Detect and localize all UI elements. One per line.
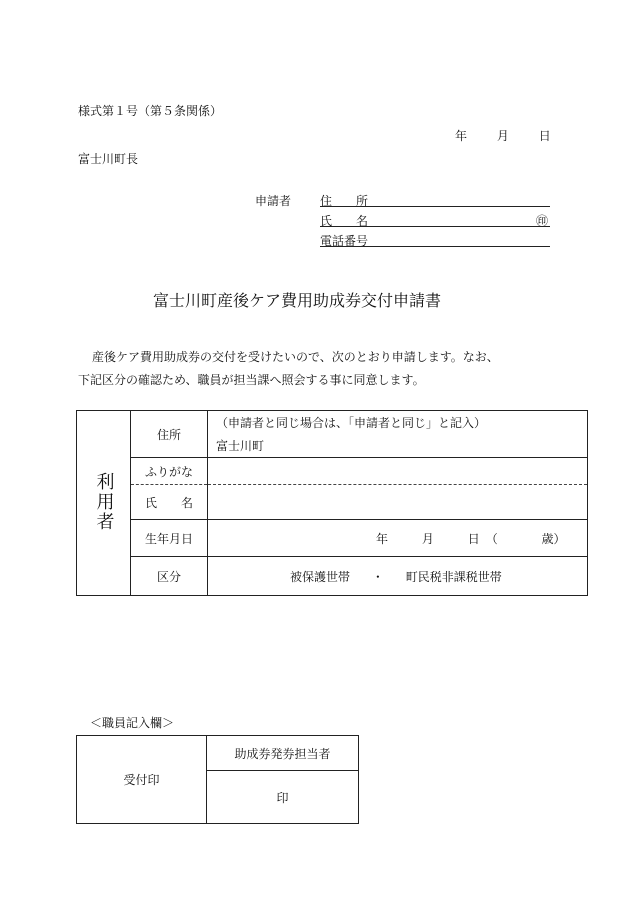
category-option-2[interactable]: 町民税非課税世帯 — [405, 569, 502, 584]
user-table — [76, 410, 588, 596]
date-day: 日 — [538, 129, 551, 143]
body-line-2: 下記区分の確認ため、職員が担当課へ照会する事に同意します。 — [78, 373, 425, 387]
applicant-phone-line[interactable] — [320, 232, 550, 247]
date-year: 年 — [455, 129, 468, 143]
body-line-1: 産後ケア費用助成券の交付を受けたいので、次のとおり申請します。なお、 — [92, 350, 499, 364]
birth-day: 日 （ — [467, 531, 498, 546]
category-separator: ・ — [371, 569, 384, 584]
staff-heading: ＜職員記入欄＞ — [90, 716, 175, 730]
user-side-cell — [77, 411, 131, 596]
category-field[interactable] — [208, 557, 588, 596]
seal-mark: ㊞ — [536, 214, 549, 228]
applicant-address-label: 住 所 — [320, 194, 369, 208]
address-note: （申請者と同じ場合は、「申請者と同じ」と記入） — [216, 416, 487, 430]
furigana-field[interactable] — [208, 458, 588, 485]
issuer-label: 助成券発券担当者 — [207, 736, 359, 771]
staff-table — [76, 735, 359, 824]
issuer-seal-cell[interactable] — [207, 771, 359, 824]
seal-label: 印 — [276, 790, 289, 805]
user-side-label: 利用者 — [93, 471, 115, 532]
name-field[interactable] — [208, 485, 588, 520]
birth-year: 年 — [376, 531, 389, 546]
addressee: 富士川町長 — [78, 152, 139, 166]
applicant-label: 申請者 — [255, 194, 292, 208]
birth-label: 生年月日 — [131, 520, 208, 557]
applicant-name-label: 氏 名 — [320, 214, 369, 228]
form-number: 様式第１号（第５条関係） — [78, 104, 223, 118]
applicant-phone-label: 電話番号 — [320, 234, 369, 248]
reception-label: 受付印 — [123, 773, 160, 787]
furigana-label: ふりがな — [131, 458, 208, 485]
address-value: 富士川町 — [216, 439, 265, 453]
birth-month: 月 — [421, 531, 434, 546]
address-cell[interactable] — [208, 411, 588, 458]
date-month: 月 — [496, 129, 509, 143]
name-label: 氏 名 — [131, 485, 208, 520]
applicant-name-line[interactable] — [320, 212, 550, 227]
birth-field[interactable] — [208, 520, 588, 557]
applicant-address-line[interactable] — [320, 192, 550, 207]
category-option-1[interactable]: 被保護世帯 — [290, 569, 351, 584]
reception-seal-cell[interactable] — [77, 736, 207, 824]
date-line — [455, 127, 551, 144]
address-label: 住所 — [131, 411, 208, 458]
category-label: 区分 — [131, 557, 208, 596]
birth-age: 歳） — [541, 531, 566, 546]
page-title: 富士川町産後ケア費用助成券交付申請書 — [153, 291, 442, 310]
